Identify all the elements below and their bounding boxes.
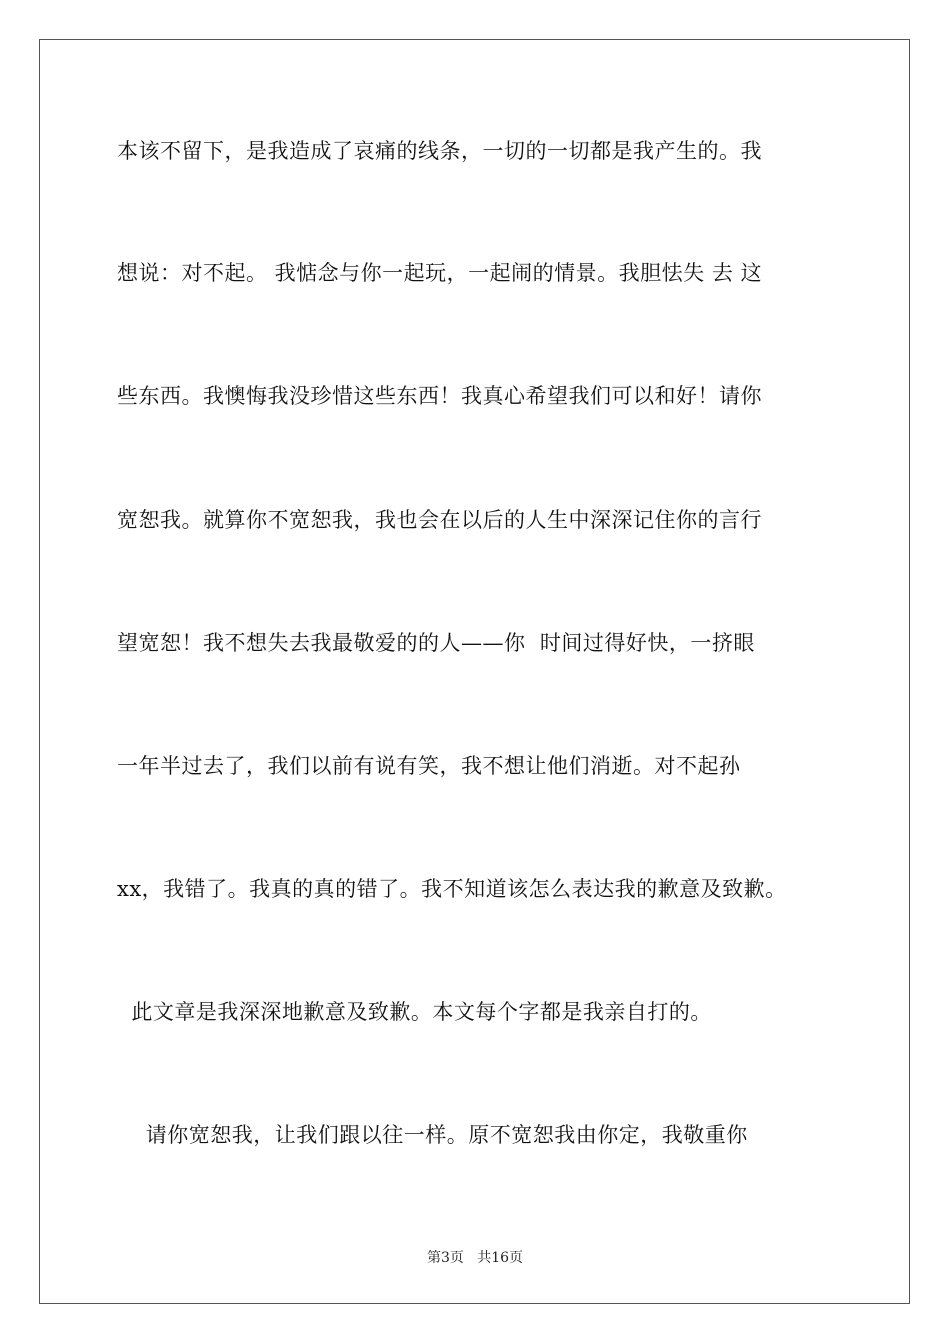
text-line-5: 望宽恕！我不想失去我最敬爱的的人——你 时间过得好快，一挤眼: [117, 631, 755, 655]
text-line-1: 本该不留下，是我造成了哀痛的线条，一切的一切都是我产生的。我: [117, 139, 762, 163]
text-line-7: xx，我错了。我真的真的错了。我不知道该怎么表达我的歉意及致歉。: [117, 877, 787, 901]
text-line-2: 想说：对不起。 我惦念与你一起玩，一起闹的情景。我胆怯失 去 这: [117, 261, 763, 285]
text-line-6: 一年半过去了，我们以前有说有笑，我不想让他们消逝。对不起孙: [117, 754, 741, 778]
text-line-4: 宽恕我。就算你不宽恕我，我也会在以后的人生中深深记住你的言行: [117, 508, 762, 532]
text-line-8: 此文章是我深深地歉意及致歉。本文每个字都是我亲自打的。: [117, 1000, 712, 1024]
text-line-9: 请你宽恕我，让我们跟以往一样。原不宽恕我由你定，我敬重你: [117, 1123, 748, 1147]
page-footer: 第3页 共16页: [426, 1250, 524, 1266]
page-border: [39, 39, 910, 1304]
text-line-3: 些东西。我懊悔我没珍惜这些东西！我真心希望我们可以和好！请你: [117, 384, 762, 408]
